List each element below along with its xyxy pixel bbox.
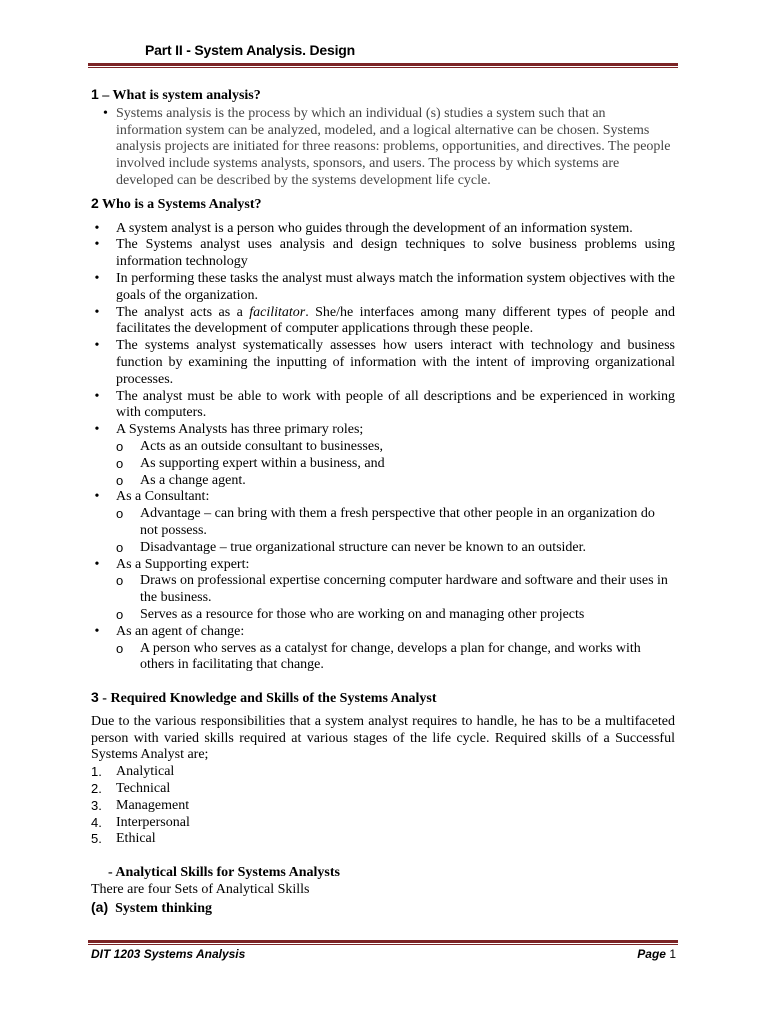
list-item: • The systems analyst systematically assesses how users interact with technology and business function by examining the inputting of information with the intent of improving organizational processes. [94,338,675,387]
section-1-list [91,106,675,190]
header-rule [88,63,678,68]
list-item: • As a Supporting expert: o Draws on professional expertise concerning computer hardware and software and their uses in the business. o Serves as a resource for those who are working on and managing other projects [91,557,675,624]
sub-list-item: o Advantage – can bring with them a fresh perspective that other people in an organization do not possess. [116,506,655,538]
section-3-paragraph: Due to the various responsibilities that a system analyst requires to handle, he has to be a multifaceted person with varied skills required at various stages of the life cycle. Required skills of a Successful Systems Analyst are; [91,713,675,763]
footer-course-title: DIT 1203 Systems Analysis [91,947,246,961]
list-item: • Systems analysis is the process by which an individual (s) studies a system such that an information system can be analyzed, modeled, and a logical alternative can be chosen. Systems analysis projects are initiated for three reasons: problems, opportunities, and directives. The people involved include systems analysts, sponsors, and users. The process by which systems are developed can be described by the systems development life cycle. [103,105,671,188]
sub-list-item: o As supporting expert within a business, and [116,455,385,471]
sub-list-item: o Acts as an outside consultant to businesses, [116,438,384,454]
section-3-heading: 3 - Required Knowledge and Skills of the Systems Analyst [91,689,437,707]
list-item: 1. Analytical [91,764,175,780]
page-content [91,86,675,918]
list-item: 3. Management [91,797,190,813]
sub-list-item: o Serves as a resource for those who are working on and managing other projects [116,606,585,622]
list-item: 5. Ethical [91,831,156,847]
list-item: • In performing these tasks the analyst must always match the information system objectives with the goals of the organization. [94,270,675,303]
sub-list [116,641,675,675]
analytical-skills-heading: - Analytical Skills for Systems Analysts [108,865,340,881]
sub-list-item: o A person who serves as a catalyst for change, develops a plan for change, and works with others in facilitating that change. [116,640,641,673]
sub-list-item: o Disadvantage – true organizational structure can never be known to an outsider. [116,539,587,555]
list-item: 2. Technical [91,781,171,797]
page-header-title: Part II - System Analysis. Design [145,42,355,58]
list-item: • As an agent of change: o A person who serves as a catalyst for change, develops a plan for change, and works with others in facilitating that change. [91,624,675,674]
sub-list [116,573,675,623]
footer-rule [88,940,678,945]
system-thinking-heading: (a) System thinking [91,898,212,916]
facilitator-emphasis: facilitator [249,304,306,320]
sub-list [116,506,675,556]
list-item: • The analyst acts as a facilitator. She/he interfaces among many different types of people and facilitates the development of computer applications through these people. [94,304,675,337]
list-item: 4. Interpersonal [91,814,190,830]
list-item: • A Systems Analysts has three primary roles; o Acts as an outside consultant to businesses, o As supporting expert within a business, and o As a change agent. [91,422,675,489]
skills-list [91,764,675,848]
analytical-skills-paragraph: There are four Sets of Analytical Skills [91,882,310,898]
list-item: • A system analyst is a person who guides through the development of an information system. [94,220,633,236]
list-item: • As a Consultant: o Advantage – can bring with them a fresh perspective that other people in an organization do not possess. o Disadvantage – true organizational structure can never be known to an outsider. [91,489,675,556]
list-item: • The analyst must be able to work with people of all descriptions and be experienced in working with computers. [94,388,675,421]
sub-list [116,439,675,489]
sub-list-item: o As a change agent. [116,472,246,488]
section-2-heading: 2 Who is a Systems Analyst? [91,194,262,212]
section-1-heading: 1 – What is system analysis? [91,86,261,103]
section-2-list [91,221,675,675]
list-item: • The Systems analyst uses analysis and design techniques to solve business problems using information technology [94,237,675,270]
sub-list-item: o Draws on professional expertise concerning computer hardware and software and their uses in the business. [116,573,668,606]
footer-page-number: Page 1 [637,947,676,961]
